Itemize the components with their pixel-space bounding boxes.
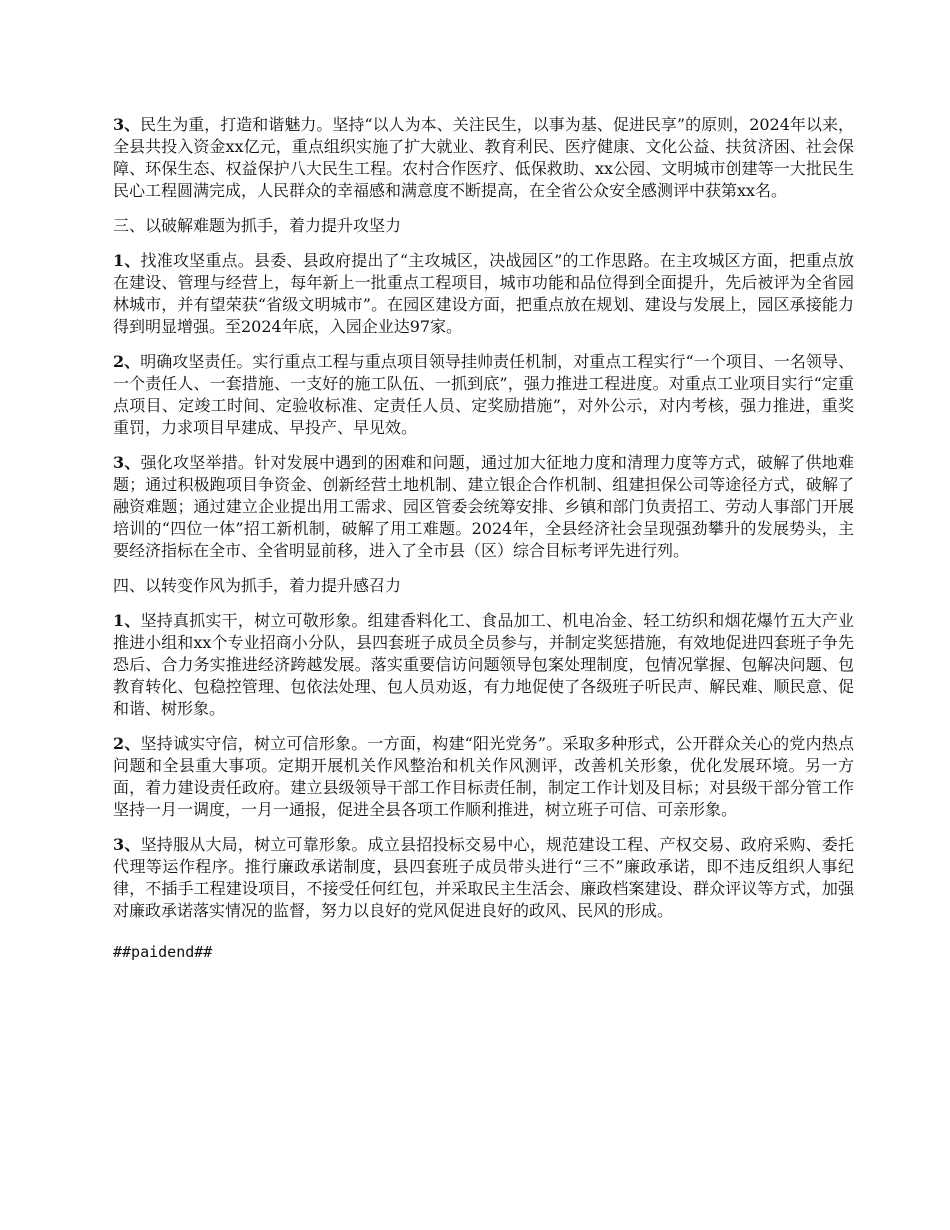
item-number: 3、 — [113, 453, 141, 472]
paragraph-text: 坚持诚实守信，树立可信形象。一方面，构建“阳光党务”。采取多种形式，公开群众关心的党内热点问题和全县重大事项。定期开展机关作风整治和机关作风测评，改善机关形象，优化发展环境。另一方面，着力建设责任政府。建立县级领导干部工作目标责任制，制定工作计划及目标；对县级干部分管工作坚持一月一调度，一月一通报，促进全县各项工作顺利推进，树立班子可信、可亲形象。 — [113, 734, 854, 819]
paragraph-text: 强化攻坚举措。针对发展中遇到的困难和问题，通过加大征地力度和清理力度等方式，破解了供地难题；通过积极跑项目争资金、创新经营土地机制、建立银企合作机制、组建担保公司等途径方式，破解了融资难题；通过建立企业提出用工需求、园区管委会统筹安排、乡镇和部门负责招工、劳动人事部门开展培训的“四位一体”招工新机制，破解了用工难题。2024年，全县经济社会呈现强劲攀升的发展势头，主要经济指标在全市、全省明显前移，进入了全市县（区）综合目标考评先进行列。 — [113, 453, 854, 560]
section-heading-4: 四、以转变作风为抓手，着力提升感召力 — [113, 576, 402, 595]
paragraph-text: 找准攻坚重点。县委、县政府提出了“主攻城区，决战园区”的工作思路。在主攻城区方面，把重点放在建设、管理与经营上，每年新上一批重点工程项目，城市功能和品位得到全面提升，先后被评为全省园林城市，并有望荣获“省级文明城市”。在园区建设方面，把重点放在规划、建设与发展上，园区承接能力得到明显增强。至2024年底，入园企业达97家。 — [113, 251, 854, 336]
item-number: 2、 — [113, 352, 141, 371]
paragraph-trust — [113, 733, 854, 821]
paragraph-livelihood — [113, 114, 854, 202]
item-number: 3、 — [113, 115, 141, 134]
paragraph-measures — [113, 452, 854, 562]
paragraph-key-points — [113, 250, 854, 338]
paragraph-text: 明确攻坚责任。实行重点工程与重点项目领导挂帅责任机制，对重点工程实行“一个项目、一名领导、一个责任人、一套措施、一支好的施工队伍、一抓到底”，强力推进工程进度。对重点工业项目实行“定重点项目、定竣工时间、定验收标准、定责任人员、定奖励措施”，对外公示，对内考核，强力推进，重奖重罚，力求项目早建成、早投产、早见效。 — [113, 352, 854, 437]
section-heading-3: 三、以破解难题为抓手，着力提升攻坚力 — [113, 216, 402, 235]
item-number: 2、 — [113, 734, 141, 753]
paragraph-text: 坚持真抓实干，树立可敬形象。组建香料化工、食品加工、机电冶金、轻工纺织和烟花爆竹五大产业推进小组和xx个专业招商小分队，县四套班子成员全员参与，并制定奖惩措施，有效地促进四套班子争先恐后、合力务实推进经济跨越发展。落实重要信访问题领导包案处理制度，包情况掌握、包解决问题、包教育转化、包稳控管理、包依法处理、包人员劝返，有力地促使了各级班子听民声、解民难、顺民意、促和谐、树形象。 — [113, 611, 854, 718]
paragraph-text: 民生为重，打造和谐魅力。坚持“以人为本、关注民生，以事为基、促进民享”的原则，2024年以来，全县共投入资金xx亿元，重点组织实施了扩大就业、教育利民、医疗健康、文化公益、扶贫济困、社会保障、环保生态、权益保护八大民生工程。农村合作医疗、低保救助、xx公园、文明城市创建等一大批民生民心工程圆满完成，人民群众的幸福感和满意度不断提高，在全省公众安全感测评中获第xx名。 — [113, 115, 854, 200]
item-number: 1、 — [113, 611, 141, 630]
paragraph-practical — [113, 610, 854, 720]
item-number: 3、 — [113, 835, 141, 854]
end-marker: ##paidend## — [113, 943, 213, 961]
paragraph-text: 坚持服从大局，树立可靠形象。成立县招投标交易中心，规范建设工程、产权交易、政府采购、委托代理等运作程序。推行廉政承诺制度，县四套班子成员带头进行“三不”廉政承诺，即不违反组织人事纪律，不插手工程建设项目，不接受任何红包，并采取民主生活会、廉政档案建设、群众评议等方式，加强对廉政承诺落实情况的监督，努力以良好的党风促进良好的政风、民风的形成。 — [113, 835, 854, 920]
paragraph-responsibility — [113, 351, 854, 439]
item-number: 1、 — [113, 251, 141, 270]
document-page — [113, 114, 854, 963]
paragraph-reliable — [113, 834, 854, 922]
